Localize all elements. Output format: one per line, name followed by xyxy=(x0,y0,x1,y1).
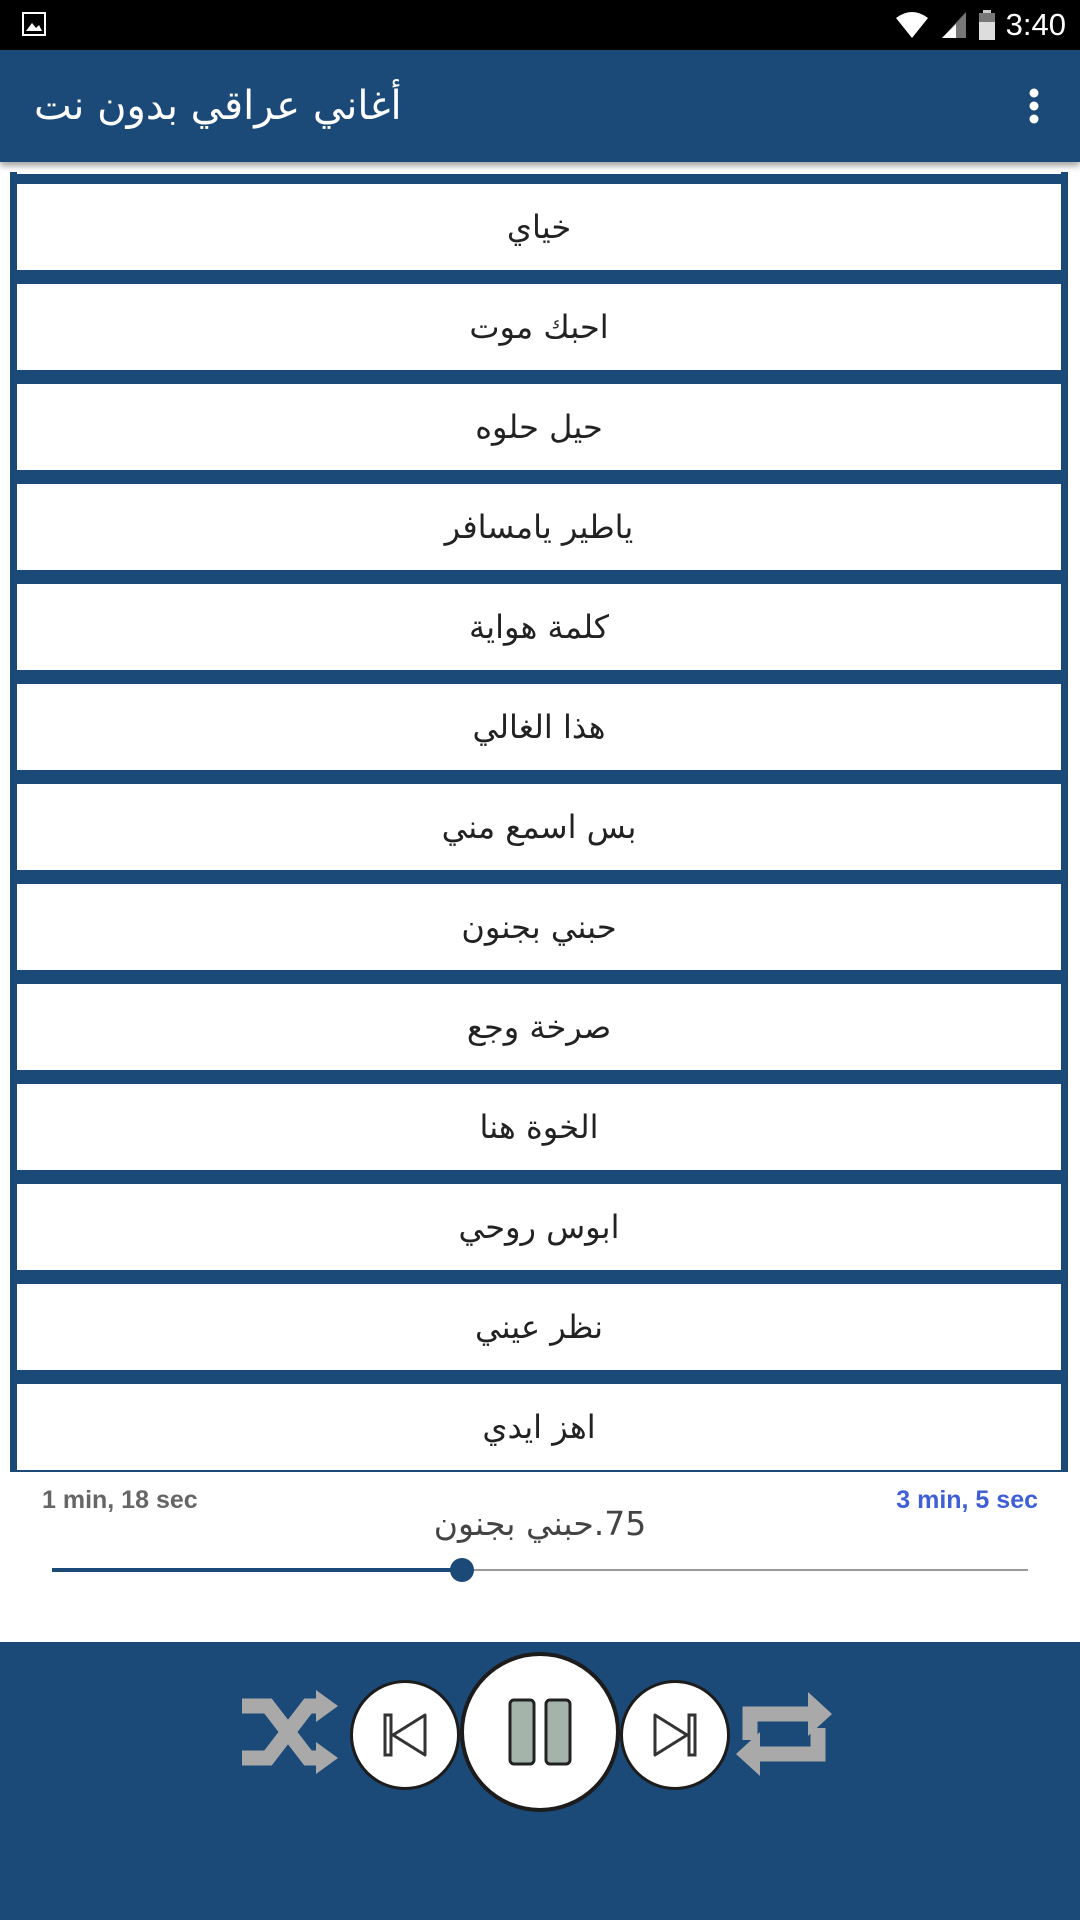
previous-button[interactable] xyxy=(350,1680,460,1790)
song-item[interactable]: نظر عيني xyxy=(17,1284,1061,1370)
status-bar xyxy=(0,0,1080,50)
song-item[interactable]: خياي xyxy=(17,184,1061,270)
song-item[interactable]: ياطير يامسافر xyxy=(17,484,1061,570)
now-playing-title: 75.حبني بجنون xyxy=(433,1504,647,1543)
skip-next-icon xyxy=(647,1707,703,1763)
shuffle-icon xyxy=(238,1688,340,1778)
song-item[interactable]: حيل حلوه xyxy=(17,384,1061,470)
next-button[interactable] xyxy=(620,1680,730,1790)
seek-thumb[interactable] xyxy=(450,1558,474,1582)
shuffle-button[interactable] xyxy=(238,1688,340,1778)
song-item[interactable]: حبني بجنون xyxy=(17,884,1061,970)
wifi-icon xyxy=(894,10,930,40)
signal-icon xyxy=(940,10,968,40)
app-bar xyxy=(0,50,1080,162)
more-vert-icon[interactable] xyxy=(1004,76,1064,136)
status-clock: 3:40 xyxy=(1005,7,1066,42)
pause-icon xyxy=(502,1694,578,1770)
song-item[interactable]: اهز ايدي xyxy=(17,1384,1061,1470)
elapsed-time: 1 min, 18 sec xyxy=(42,1486,198,1514)
battery-icon xyxy=(978,10,996,40)
seek-bar[interactable] xyxy=(52,1569,1028,1571)
controls-panel xyxy=(0,1642,1080,1920)
total-time: 3 min, 5 sec xyxy=(896,1486,1038,1514)
repeat-icon xyxy=(732,1682,836,1786)
app-title: أغاني عراقي بدون نت xyxy=(34,83,402,129)
pause-button[interactable] xyxy=(460,1652,620,1812)
song-item[interactable]: بس اسمع مني xyxy=(17,784,1061,870)
song-item[interactable]: كلمة هواية xyxy=(17,584,1061,670)
skip-previous-icon xyxy=(377,1707,433,1763)
image-icon xyxy=(22,12,46,36)
song-item[interactable]: هذا الغالي xyxy=(17,684,1061,770)
song-item[interactable]: صرخة وجع xyxy=(17,984,1061,1070)
song-item[interactable]: ابوس روحي xyxy=(17,1184,1061,1270)
repeat-button[interactable] xyxy=(732,1682,836,1786)
song-item[interactable]: الخوة هنا xyxy=(17,1084,1061,1170)
song-item-partial[interactable] xyxy=(17,172,1061,174)
song-list-frame[interactable] xyxy=(10,172,1068,1472)
song-item[interactable]: احبك موت xyxy=(17,284,1061,370)
seek-progress xyxy=(52,1568,462,1572)
